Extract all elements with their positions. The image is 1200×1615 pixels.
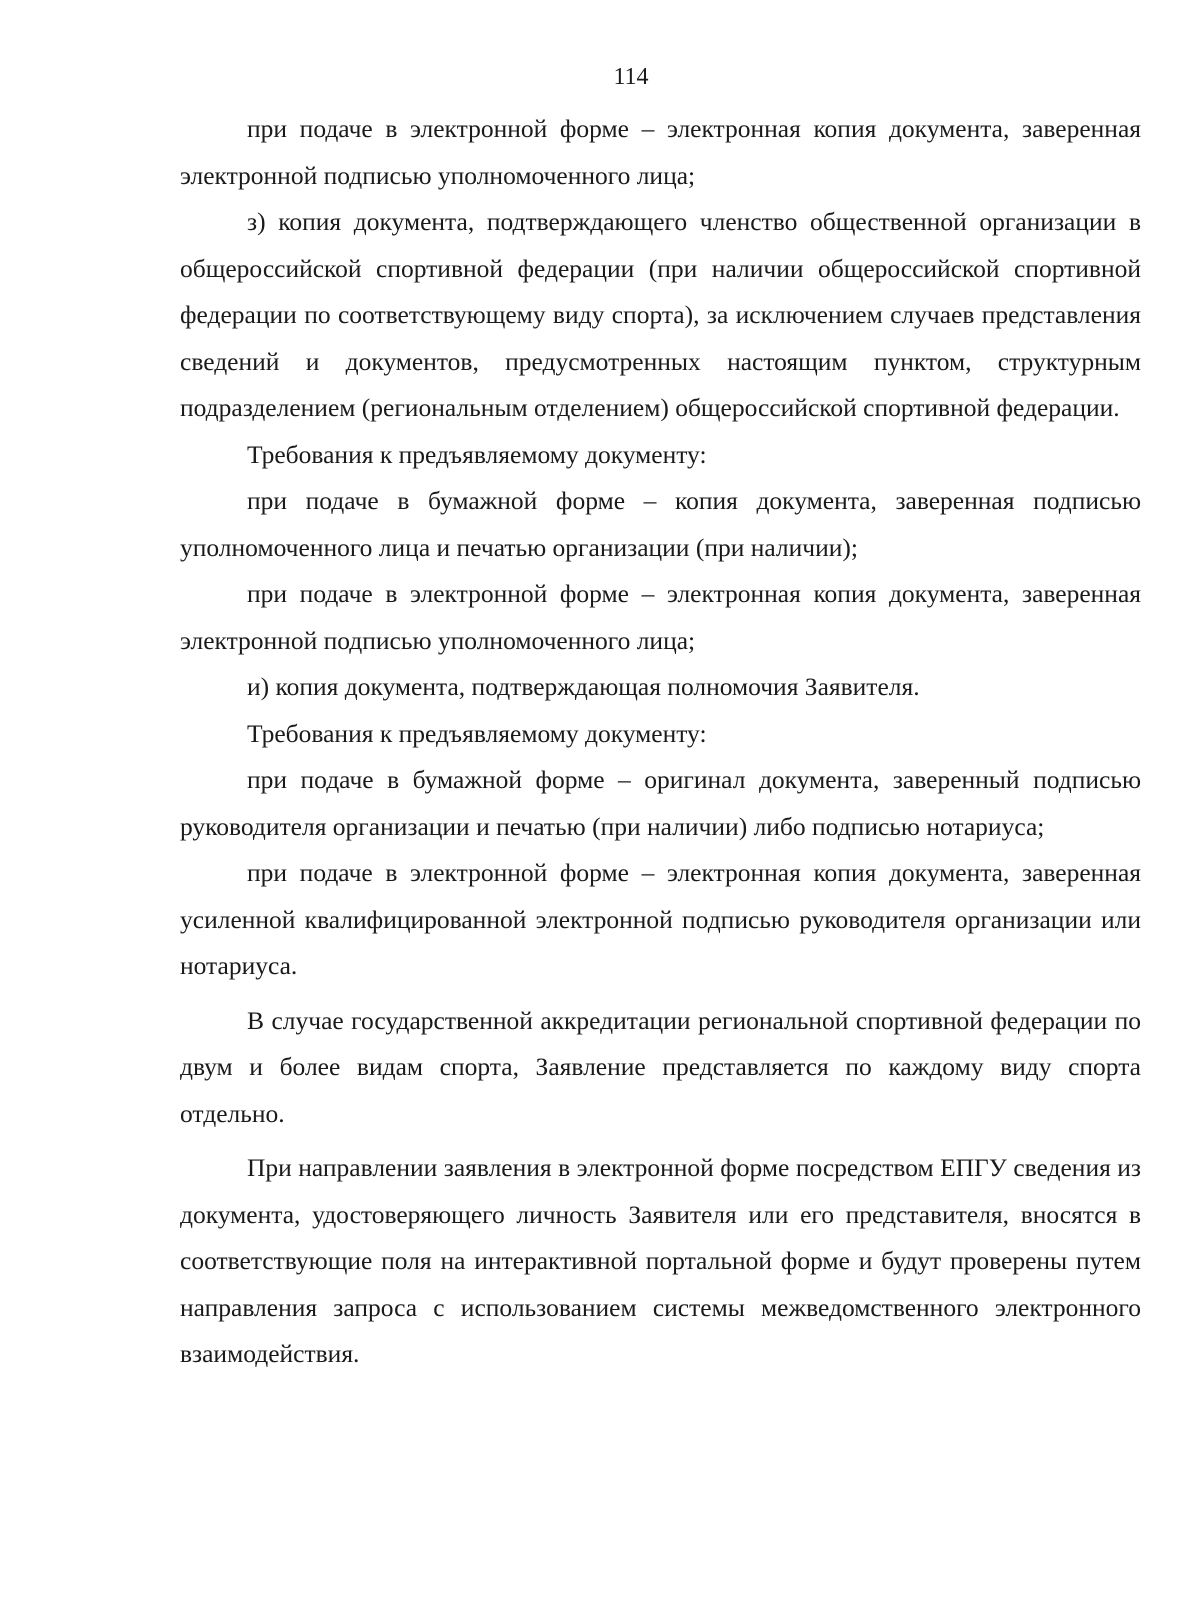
paragraph-paper-submission-1: при подаче в бумажной форме – копия документа, заверенная подписью уполномоченного лица и печатью организации (при наличии);: [180, 486, 1141, 562]
paragraph-electronic-submission-2: при подаче в электронной форме – электронная копия документа, заверенная электронной подписью уполномоченного лица;: [180, 579, 1141, 655]
paragraph-multiple-sports: В случае государственной аккредитации региональной спортивной федерации по двум и более видам спорта, Заявление представляется по каждому виду спорта отдельно.: [180, 1005, 1141, 1128]
page-number: 114: [613, 64, 649, 90]
document-body: [180, 106, 1141, 1378]
paragraph-electronic-submission-3: при подаче в электронной форме – электронная копия документа, заверенная усиленной квалифицированной электронной подписью руководителя организации или нотариуса.: [180, 858, 1141, 980]
paragraph-item-i: и) копия документа, подтверждающая полномочия Заявителя.: [247, 672, 920, 701]
paragraph-epgu-submission: При направлении заявления в электронной форме посредством ЕПГУ сведения из документа, удостоверяющего личность Заявителя или его представителя, вносятся в соответствующие поля на интерактивной портальной форме и будут проверены путем направления запроса с использованием системы межведомственного электронного взаимодействия.: [180, 1153, 1141, 1368]
paragraph-item-z: з) копия документа, подтверждающего членство общественной организации в общероссийской спортивной федерации (при наличии общероссийской спортивной федерации по соответствующему виду спорта), за исключением случаев представления сведений и документов, предусмотренных настоящим пунктом, структурным подразделением (региональным отделением) общероссийской спортивной федерации.: [180, 207, 1141, 422]
paragraph-paper-submission-2: при подаче в бумажной форме – оригинал документа, заверенный подписью руководителя организации и печатью (при наличии) либо подписью нотариуса;: [180, 765, 1141, 841]
paragraph-electronic-submission-1: при подаче в электронной форме – электронная копия документа, заверенная электронной подписью уполномоченного лица;: [180, 114, 1141, 190]
paragraph-requirements-heading-1: Требования к предъявляемому документу:: [247, 439, 707, 469]
paragraph-requirements-heading-2: Требования к предъявляемому документу:: [247, 718, 707, 748]
